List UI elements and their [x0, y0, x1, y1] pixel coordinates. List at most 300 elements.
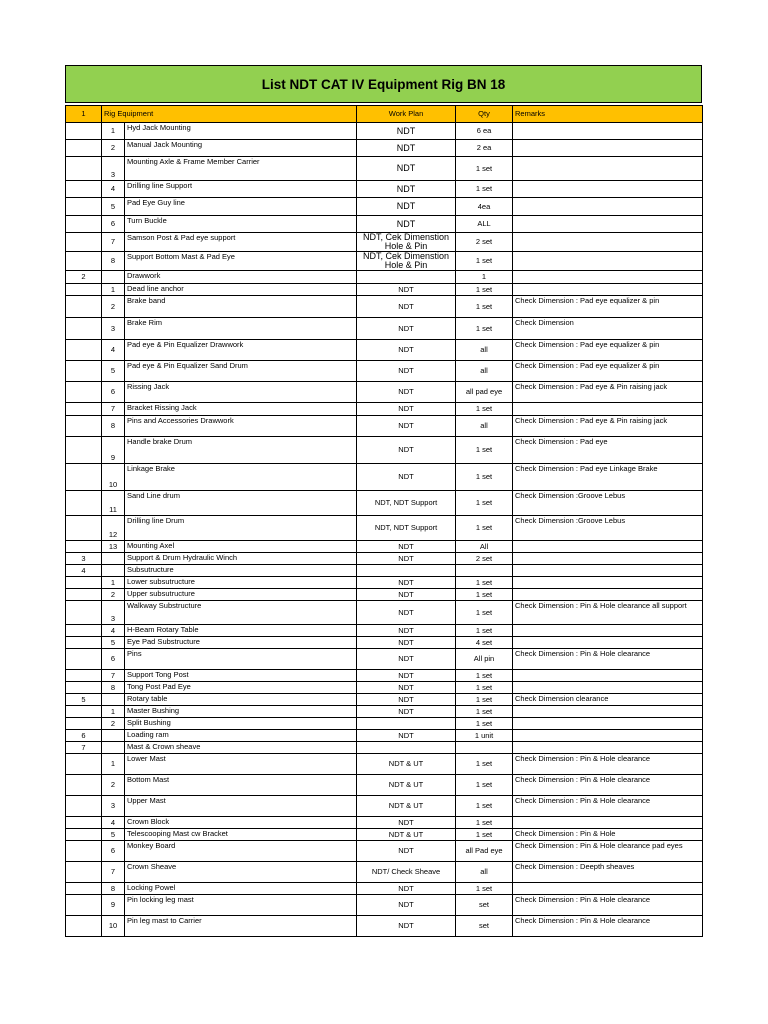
row-item: Pins	[125, 649, 357, 670]
row-qty	[456, 742, 513, 754]
table-row	[66, 682, 703, 694]
row-index	[66, 296, 102, 318]
row-index	[66, 157, 102, 181]
row-item: Drilling line Support	[125, 181, 357, 198]
row-qty: 1 set	[456, 775, 513, 796]
row-remarks	[513, 706, 703, 718]
row-remarks: Check Dimension : Pin & Hole clearance	[513, 916, 703, 937]
row-number: 4	[102, 181, 125, 198]
row-qty: 1 set	[456, 706, 513, 718]
row-item: Pad eye & Pin Equalizer Drawwork	[125, 340, 357, 361]
row-number: 3	[102, 796, 125, 817]
row-work-plan: NDT	[357, 181, 456, 198]
row-item: Bottom Mast	[125, 775, 357, 796]
row-index	[66, 140, 102, 157]
row-item: Lower subsutructure	[125, 577, 357, 589]
row-work-plan: NDT	[357, 318, 456, 340]
row-number: 10	[102, 916, 125, 937]
sheet-title: List NDT CAT IV Equipment Rig BN 18	[65, 65, 702, 103]
row-item: Monkey Board	[125, 841, 357, 862]
row-qty: 1 set	[456, 601, 513, 625]
row-item: Drilling line Drum	[125, 516, 357, 541]
row-number: 4	[102, 817, 125, 829]
row-item: Dead line anchor	[125, 284, 357, 296]
row-index: 7	[66, 742, 102, 754]
row-item: Tong Post Pad Eye	[125, 682, 357, 694]
row-index	[66, 895, 102, 916]
table-row	[66, 589, 703, 601]
row-qty: 1 set	[456, 318, 513, 340]
row-index	[66, 123, 102, 140]
row-index	[66, 637, 102, 649]
row-number: 2	[102, 589, 125, 601]
row-remarks	[513, 198, 703, 216]
row-number: 9	[102, 437, 125, 464]
table-row	[66, 296, 703, 318]
row-item: Subsutructure	[125, 565, 357, 577]
row-number: 9	[102, 895, 125, 916]
table-row	[66, 216, 703, 233]
table-row	[66, 883, 703, 895]
row-work-plan: NDT	[357, 694, 456, 706]
table-row	[66, 565, 703, 577]
row-index	[66, 796, 102, 817]
row-work-plan: NDT	[357, 577, 456, 589]
table-row	[66, 730, 703, 742]
row-work-plan: NDT	[357, 464, 456, 491]
row-work-plan: NDT	[357, 123, 456, 140]
row-index	[66, 916, 102, 937]
row-number: 5	[102, 829, 125, 841]
row-work-plan: NDT	[357, 637, 456, 649]
row-index	[66, 649, 102, 670]
row-work-plan: NDT	[357, 895, 456, 916]
table-row	[66, 796, 703, 817]
header-index: 1	[66, 106, 102, 123]
row-qty: 1 set	[456, 754, 513, 775]
table-row	[66, 649, 703, 670]
table-row	[66, 318, 703, 340]
row-work-plan: NDT	[357, 916, 456, 937]
row-remarks	[513, 682, 703, 694]
row-work-plan: NDT	[357, 682, 456, 694]
row-work-plan: NDT & UT	[357, 796, 456, 817]
equipment-table	[65, 105, 703, 937]
row-item: Loading ram	[125, 730, 357, 742]
row-item: Master Bushing	[125, 706, 357, 718]
row-remarks: Check Dimension : Pin & Hole clearance	[513, 649, 703, 670]
table-row	[66, 916, 703, 937]
row-item: Upper Mast	[125, 796, 357, 817]
row-number	[102, 553, 125, 565]
row-qty: set	[456, 895, 513, 916]
table-row	[66, 271, 703, 284]
row-remarks: Check Dimension : Pin & Hole clearance	[513, 895, 703, 916]
row-qty: 1 set	[456, 284, 513, 296]
row-number: 5	[102, 198, 125, 216]
row-item: Upper subsutructure	[125, 589, 357, 601]
row-item: Pin leg mast to Carrier	[125, 916, 357, 937]
row-qty: 1 set	[456, 403, 513, 416]
table-row	[66, 416, 703, 437]
table-row	[66, 577, 703, 589]
table-row	[66, 541, 703, 553]
row-remarks	[513, 742, 703, 754]
row-item: Sand Line drum	[125, 491, 357, 516]
spreadsheet	[65, 65, 702, 937]
row-work-plan: NDT	[357, 416, 456, 437]
row-remarks	[513, 284, 703, 296]
row-index	[66, 284, 102, 296]
row-number	[102, 271, 125, 284]
table-row	[66, 252, 703, 271]
row-remarks: Check Dimension : Pad eye & Pin raising jack	[513, 416, 703, 437]
table-row	[66, 181, 703, 198]
row-number: 1	[102, 706, 125, 718]
table-row	[66, 382, 703, 403]
row-remarks: Check Dimension : Pin & Hole clearance	[513, 796, 703, 817]
table-row	[66, 233, 703, 252]
row-qty: 1 set	[456, 829, 513, 841]
row-remarks	[513, 140, 703, 157]
row-index	[66, 491, 102, 516]
row-work-plan: NDT	[357, 198, 456, 216]
row-work-plan: NDT	[357, 340, 456, 361]
row-number: 2	[102, 775, 125, 796]
row-remarks	[513, 730, 703, 742]
row-remarks: Check Dimension : Pin & Hole clearance all support	[513, 601, 703, 625]
row-item: H-Beam Rotary Table	[125, 625, 357, 637]
row-work-plan	[357, 565, 456, 577]
row-remarks: Check Dimension : Pin & Hole	[513, 829, 703, 841]
row-work-plan: NDT	[357, 706, 456, 718]
row-remarks	[513, 271, 703, 284]
header-remarks: Remarks	[513, 106, 703, 123]
table-row	[66, 403, 703, 416]
row-remarks	[513, 625, 703, 637]
row-index	[66, 577, 102, 589]
row-number: 1	[102, 284, 125, 296]
row-item: Support Bottom Mast & Pad Eye	[125, 252, 357, 271]
row-index: 3	[66, 553, 102, 565]
row-qty: 1 set	[456, 625, 513, 637]
row-item: Pins and Accessories Drawwork	[125, 416, 357, 437]
row-qty: 2 ea	[456, 140, 513, 157]
row-remarks	[513, 817, 703, 829]
row-index	[66, 817, 102, 829]
table-row	[66, 637, 703, 649]
header-work-plan: Work Plan	[357, 106, 456, 123]
row-work-plan	[357, 718, 456, 730]
row-qty: 4 set	[456, 637, 513, 649]
row-remarks	[513, 181, 703, 198]
row-number: 8	[102, 682, 125, 694]
row-item: Mounting Axle & Frame Member Carrier	[125, 157, 357, 181]
table-row	[66, 706, 703, 718]
row-work-plan: NDT/ Check Sheave	[357, 862, 456, 883]
row-qty: 2 set	[456, 233, 513, 252]
row-remarks: Check Dimension : Pad eye	[513, 437, 703, 464]
row-remarks	[513, 718, 703, 730]
row-work-plan: NDT	[357, 361, 456, 382]
row-item: Support & Drum Hydraulic Winch	[125, 553, 357, 565]
table-row	[66, 157, 703, 181]
row-item: Mounting Axel	[125, 541, 357, 553]
row-index	[66, 233, 102, 252]
row-qty: 1	[456, 271, 513, 284]
table-row	[66, 464, 703, 491]
row-remarks: Check Dimension : Pad eye & Pin raising jack	[513, 382, 703, 403]
row-index	[66, 589, 102, 601]
row-number	[102, 730, 125, 742]
row-qty: 1 set	[456, 491, 513, 516]
table-row	[66, 284, 703, 296]
row-index	[66, 181, 102, 198]
row-qty: 1 set	[456, 817, 513, 829]
row-item: Pad eye & Pin Equalizer Sand Drum	[125, 361, 357, 382]
row-work-plan: NDT	[357, 296, 456, 318]
row-work-plan: NDT & UT	[357, 775, 456, 796]
table-row	[66, 140, 703, 157]
row-qty	[456, 565, 513, 577]
row-item: Crown Sheave	[125, 862, 357, 883]
row-qty: all	[456, 416, 513, 437]
row-remarks	[513, 233, 703, 252]
row-remarks: Check Dimension : Pin & Hole clearance	[513, 775, 703, 796]
row-qty: 1 set	[456, 682, 513, 694]
row-remarks	[513, 216, 703, 233]
row-number: 7	[102, 862, 125, 883]
row-item: Brake band	[125, 296, 357, 318]
row-remarks	[513, 403, 703, 416]
row-number: 7	[102, 233, 125, 252]
row-work-plan: NDT	[357, 730, 456, 742]
row-remarks	[513, 883, 703, 895]
row-remarks	[513, 589, 703, 601]
row-index	[66, 841, 102, 862]
table-row	[66, 670, 703, 682]
row-remarks: Check Dimension : Pad eye equalizer & pin	[513, 340, 703, 361]
row-work-plan: NDT	[357, 670, 456, 682]
row-qty: all Pad eye	[456, 841, 513, 862]
row-number	[102, 565, 125, 577]
row-work-plan: NDT	[357, 541, 456, 553]
row-index	[66, 361, 102, 382]
row-work-plan: NDT	[357, 157, 456, 181]
row-item: Pad Eye Guy line	[125, 198, 357, 216]
row-item: Manual Jack Mounting	[125, 140, 357, 157]
row-number: 8	[102, 252, 125, 271]
row-index	[66, 252, 102, 271]
row-number: 2	[102, 140, 125, 157]
row-item: Pin locking leg mast	[125, 895, 357, 916]
row-qty: 1 set	[456, 883, 513, 895]
row-number: 7	[102, 670, 125, 682]
row-qty: 1 set	[456, 589, 513, 601]
row-item: Crown Block	[125, 817, 357, 829]
row-number: 4	[102, 625, 125, 637]
row-remarks: Check Dimension	[513, 318, 703, 340]
row-work-plan: NDT	[357, 284, 456, 296]
row-number: 6	[102, 841, 125, 862]
table-row	[66, 841, 703, 862]
row-number	[102, 742, 125, 754]
row-number: 12	[102, 516, 125, 541]
table-row	[66, 340, 703, 361]
row-work-plan	[357, 742, 456, 754]
row-number: 5	[102, 637, 125, 649]
row-item: Handle brake Drum	[125, 437, 357, 464]
row-qty: 1 set	[456, 670, 513, 682]
row-remarks: Check Dimension : Pad eye equalizer & pin	[513, 296, 703, 318]
row-qty: all	[456, 862, 513, 883]
row-work-plan: NDT	[357, 625, 456, 637]
row-work-plan: NDT	[357, 883, 456, 895]
row-remarks	[513, 565, 703, 577]
row-index	[66, 340, 102, 361]
row-remarks: Check Dimension : Deepth sheaves	[513, 862, 703, 883]
row-remarks: Check Dimension : Pin & Hole clearance pad eyes	[513, 841, 703, 862]
row-index	[66, 198, 102, 216]
row-work-plan: NDT	[357, 553, 456, 565]
row-item: Linkage Brake	[125, 464, 357, 491]
row-number: 2	[102, 718, 125, 730]
row-qty: All	[456, 541, 513, 553]
row-item: Mast & Crown sheave	[125, 742, 357, 754]
row-qty: 1 set	[456, 296, 513, 318]
table-row	[66, 862, 703, 883]
row-qty: 1 set	[456, 252, 513, 271]
row-qty: all	[456, 361, 513, 382]
row-qty: 1 set	[456, 157, 513, 181]
row-index	[66, 670, 102, 682]
row-item: Rissing Jack	[125, 382, 357, 403]
row-qty: 1 set	[456, 694, 513, 706]
row-qty: 1 set	[456, 437, 513, 464]
row-item: Samson Post & Pad eye support	[125, 233, 357, 252]
table-row	[66, 625, 703, 637]
row-qty: 1 set	[456, 577, 513, 589]
row-number: 7	[102, 403, 125, 416]
row-item: Rotary table	[125, 694, 357, 706]
row-item: Walkway Substructure	[125, 601, 357, 625]
table-row	[66, 775, 703, 796]
row-number: 13	[102, 541, 125, 553]
row-qty: 4ea	[456, 198, 513, 216]
table-row	[66, 491, 703, 516]
row-index	[66, 382, 102, 403]
row-remarks: Check Dimension : Pad eye equalizer & pin	[513, 361, 703, 382]
row-item: Telescooping Mast cw Bracket	[125, 829, 357, 841]
row-number	[102, 694, 125, 706]
row-index	[66, 775, 102, 796]
table-row	[66, 553, 703, 565]
row-item: Support Tong Post	[125, 670, 357, 682]
row-remarks: Check Dimension clearance	[513, 694, 703, 706]
header-qty: Qty	[456, 106, 513, 123]
row-index	[66, 862, 102, 883]
row-number: 3	[102, 318, 125, 340]
row-index	[66, 829, 102, 841]
row-work-plan: NDT, Cek Dimenstion Hole & Pin	[357, 233, 456, 252]
row-index	[66, 754, 102, 775]
row-item: Eye Pad Substructure	[125, 637, 357, 649]
row-remarks: Check Dimension :Groove Lebus	[513, 516, 703, 541]
row-work-plan: NDT	[357, 817, 456, 829]
row-qty: 2 set	[456, 553, 513, 565]
row-remarks	[513, 541, 703, 553]
table-row	[66, 123, 703, 140]
row-work-plan: NDT & UT	[357, 829, 456, 841]
table-row	[66, 742, 703, 754]
row-work-plan: NDT	[357, 841, 456, 862]
table-row	[66, 516, 703, 541]
row-number: 6	[102, 382, 125, 403]
row-work-plan: NDT, NDT Support	[357, 491, 456, 516]
row-work-plan: NDT & UT	[357, 754, 456, 775]
row-remarks	[513, 553, 703, 565]
row-number: 11	[102, 491, 125, 516]
row-work-plan: NDT	[357, 140, 456, 157]
row-number: 10	[102, 464, 125, 491]
table-row	[66, 361, 703, 382]
row-number: 8	[102, 883, 125, 895]
row-item: Hyd Jack Mounting	[125, 123, 357, 140]
table-row	[66, 694, 703, 706]
table-row	[66, 198, 703, 216]
row-index: 2	[66, 271, 102, 284]
header-item: Rig Equipment	[102, 106, 357, 123]
row-index	[66, 403, 102, 416]
row-remarks	[513, 637, 703, 649]
row-qty: 1 set	[456, 181, 513, 198]
row-work-plan	[357, 271, 456, 284]
table-row	[66, 829, 703, 841]
row-work-plan: NDT	[357, 403, 456, 416]
row-item: Turn Buckle	[125, 216, 357, 233]
row-index	[66, 318, 102, 340]
row-item: Split Bushing	[125, 718, 357, 730]
row-index	[66, 625, 102, 637]
row-remarks	[513, 157, 703, 181]
row-remarks	[513, 577, 703, 589]
row-qty: 1 set	[456, 718, 513, 730]
row-qty: 1 set	[456, 464, 513, 491]
row-index	[66, 216, 102, 233]
row-remarks	[513, 670, 703, 682]
row-number: 2	[102, 296, 125, 318]
row-number: 6	[102, 649, 125, 670]
row-remarks: Check Dimension :Groove Lebus	[513, 491, 703, 516]
table-row	[66, 601, 703, 625]
row-index	[66, 464, 102, 491]
row-qty: 1 set	[456, 516, 513, 541]
row-number: 1	[102, 123, 125, 140]
row-number: 8	[102, 416, 125, 437]
table-row	[66, 718, 703, 730]
row-work-plan: NDT	[357, 601, 456, 625]
row-qty: all pad eye	[456, 382, 513, 403]
row-number: 5	[102, 361, 125, 382]
row-qty: 1 unit	[456, 730, 513, 742]
row-qty: set	[456, 916, 513, 937]
row-number: 3	[102, 601, 125, 625]
header-row	[66, 106, 703, 123]
row-work-plan: NDT	[357, 589, 456, 601]
row-item: Brake Rim	[125, 318, 357, 340]
row-qty: all	[456, 340, 513, 361]
row-remarks: Check Dimension : Pad eye Linkage Brake	[513, 464, 703, 491]
